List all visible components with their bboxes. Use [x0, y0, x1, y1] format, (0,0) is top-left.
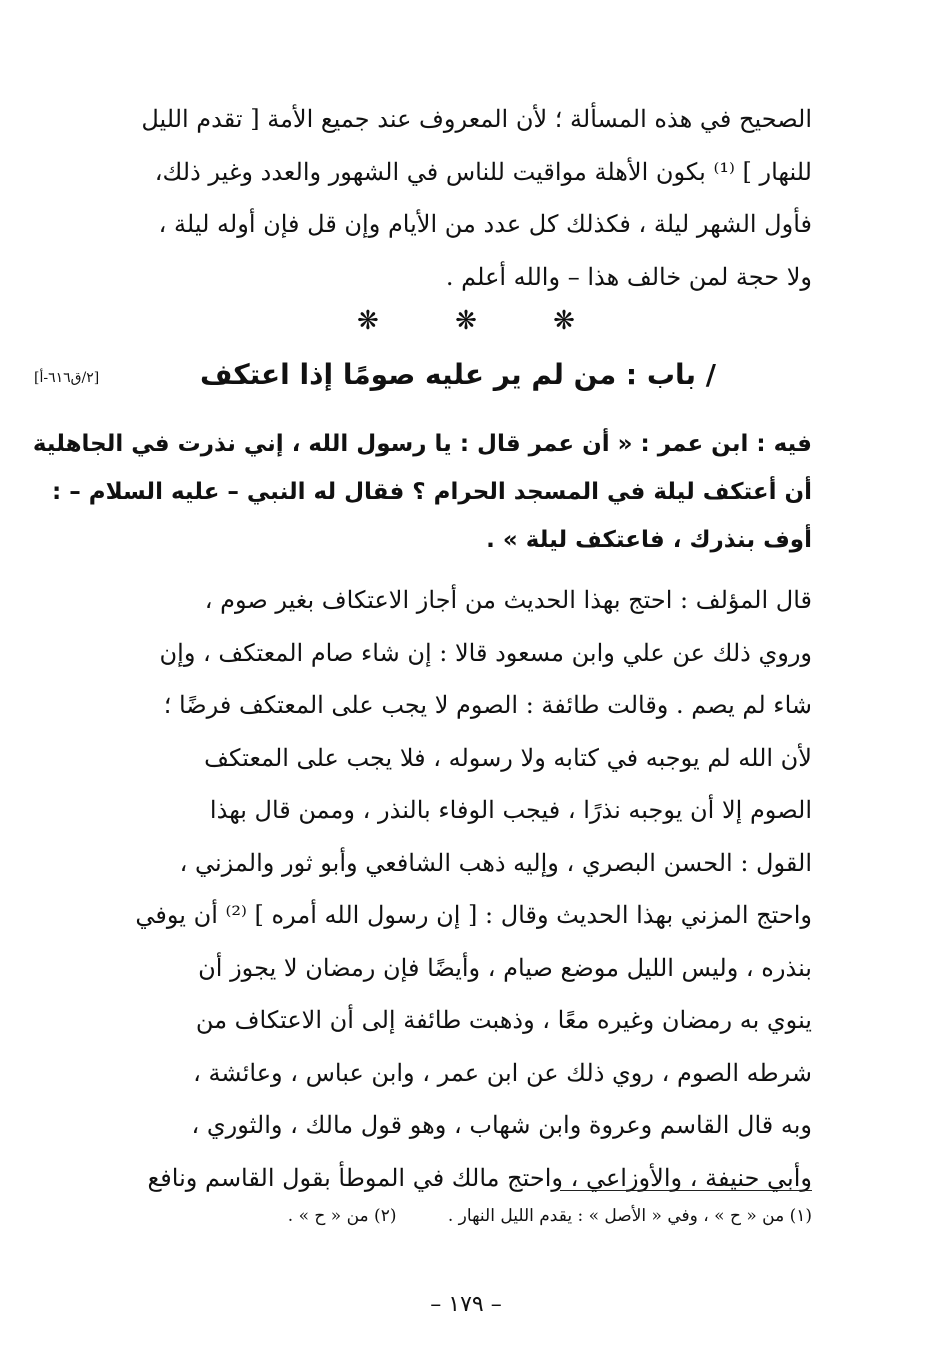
manuscript-reference: [٢/ق٦١٦-أ] — [34, 370, 100, 386]
text-line: أوف بنذرك ، فاعتكف ليلة » . — [486, 527, 812, 553]
footnote-1: (١) من « ح » ، وفي « الأصل » : يقدم الليل النهار . — [447, 1206, 812, 1226]
text-line: قال المؤلف : احتج بهذا الحديث من أجاز الاعتكاف بغير صوم ، — [204, 586, 812, 614]
text-line: فأول الشهر ليلة ، فكذلك كل عدد من الأيام وإن قل فإن أوله ليلة ، — [158, 210, 812, 238]
text-line: القول : الحسن البصري ، وإليه ذهب الشافعي وأبو ثور والمزني ، — [179, 848, 812, 877]
text-line: وأبي حنيفة ، والأوزاعي ، واحتج مالك في الموطأ بقول القاسم ونافع — [147, 1163, 812, 1192]
hadith-text — [32, 420, 812, 564]
text-line: ولا حجة لمن خالف هذا – والله أعلم . — [445, 262, 812, 291]
text-line: الصحيح في هذه المسألة ؛ لأن المعروف عند جميع الأمة [ تقدم الليل — [141, 105, 812, 133]
asterism-icon: ❋ — [357, 306, 379, 336]
asterism-icon: ❋ — [553, 306, 575, 336]
text-line: الصوم إلا أن يوجبه نذرًا ، فيجب الوفاء بالنذر ، وممن قال بهذا — [209, 796, 812, 824]
text-line: بنذره ، وليس الليل موضع صيام ، وأيضًا فإن رمضان لا يجوز أن — [198, 953, 812, 982]
text-line: شرطه الصوم ، روي ذلك عن ابن عمر ، وابن عباس ، وعائشة ، — [193, 1058, 812, 1087]
footnote-2: (٢) من « ح » . — [287, 1206, 397, 1226]
section-divider — [0, 306, 932, 336]
text-line: وبه قال القاسم وعروة وابن شهاب ، وهو قول مالك ، والثوري ، — [191, 1111, 812, 1139]
text-line: شاء لم يصم . وقالت طائفة : الصوم لا يجب على المعتكف فرضًا ؛ — [163, 691, 812, 719]
text-line: لأن الله لم يوجبه في كتابه ولا رسوله ، فلا يجب على المعتكف — [204, 743, 812, 772]
text-line: للنهار ] ⁽¹⁾ بكون الأهلة مواقيت للناس في الشهور والعدد وغير ذلك، — [154, 157, 812, 186]
text-line: وروي ذلك عن علي وابن مسعود قالا : إن شاء صام المعتكف ، وإن — [159, 638, 812, 667]
text-line: ينوي به رمضان وغيره معًا ، وذهبت طائفة إلى أن الاعتكاف من — [195, 1006, 812, 1034]
footnote-divider — [560, 1190, 812, 1191]
text-line: أن أعتكف ليلة في المسجد الحرام ؟ فقال له النبي – عليه السلام – : — [52, 479, 812, 505]
page-number: – ١٧٩ – — [430, 1292, 502, 1317]
asterism-icon: ❋ — [455, 306, 477, 336]
text-line: واحتج المزني بهذا الحديث وقال : [ إن رسول الله أمره ] ⁽²⁾ أن يوفي — [135, 901, 812, 929]
chapter-heading: / باب : من لم ير عليه صومًا إذا اعتكف — [199, 358, 716, 391]
paragraph-intro — [128, 93, 812, 303]
text-line: فيه : ابن عمر : « أن عمر قال : يا رسول الله ، إني نذرت في الجاهلية — [32, 431, 812, 457]
paragraph-commentary — [128, 574, 812, 1204]
footnotes — [128, 1206, 812, 1226]
